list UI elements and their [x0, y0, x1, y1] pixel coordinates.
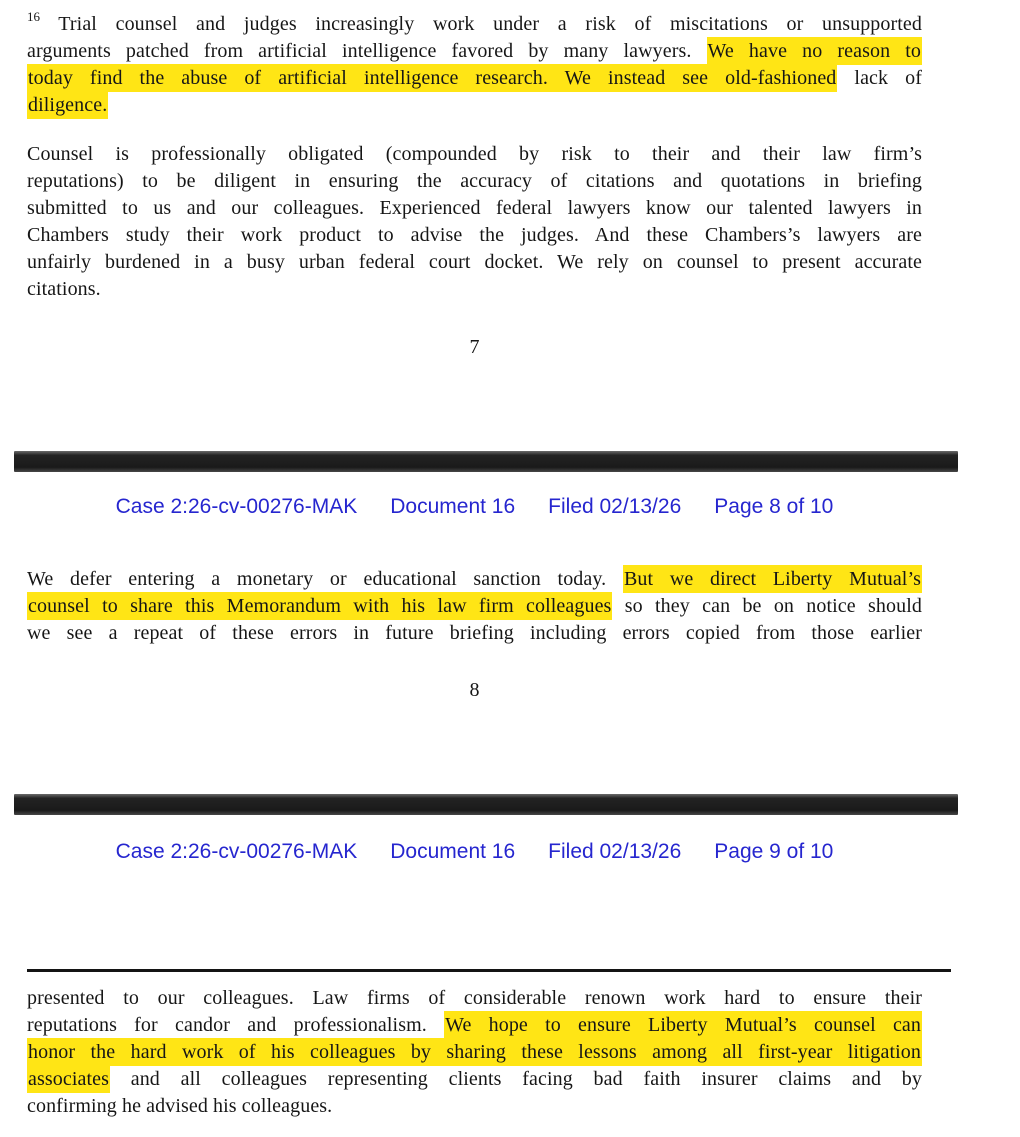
closing-paragraph: [27, 985, 922, 1120]
body-text: citations.: [27, 278, 101, 300]
text-line: [27, 92, 922, 119]
text-line: [27, 168, 922, 195]
text-line: [27, 620, 922, 647]
highlighted-text: counsel to share this Memorandum with his law firm colleagues: [27, 592, 612, 620]
body-text: Chambers study their work product to advise the judges. And these Chambers’s lawyers are: [27, 224, 922, 246]
text-line: [27, 1039, 922, 1066]
body-text: unfairly burdened in a busy urban federal court docket. We rely on counsel to present accurate: [27, 251, 922, 273]
highlighted-text: We have no reason to: [707, 37, 922, 65]
body-text: reputations for candor and professionalism.: [27, 1014, 445, 1036]
text-line: [27, 1093, 922, 1120]
text-line: [27, 38, 922, 65]
case-header-page-8: [27, 494, 922, 519]
sanction-deferral-paragraph: [27, 566, 922, 647]
filed-date-label: Filed 02/13/26: [548, 495, 682, 518]
highlighted-text: But we direct Liberty Mutual’s: [623, 565, 922, 593]
body-text: reputations) to be diligent in ensuring the accuracy of citations and quotations in briefing: [27, 170, 922, 192]
page-separator-bar-2: [14, 794, 958, 815]
text-line: [27, 222, 922, 249]
body-text: We defer entering a monetary or educational sanction today.: [27, 568, 623, 590]
body-text: lack of: [837, 67, 923, 89]
text-line: [27, 249, 922, 276]
document-content: [27, 11, 922, 1120]
body-text: and all colleagues representing clients facing bad faith insurer claims and by: [109, 1068, 922, 1090]
case-number-label: Case 2:26-cv-00276-MAK: [115, 840, 358, 863]
body-text: Trial counsel and judges increasingly work under a risk of miscitations or unsupported: [40, 13, 922, 35]
pdf-document-page: [0, 11, 1020, 1137]
text-line: [27, 195, 922, 222]
body-text: submitted to us and our colleagues. Experienced federal lawyers know our talented lawyers in: [27, 197, 922, 219]
footnote-separator-rule: [27, 969, 951, 972]
text-line: [27, 1012, 922, 1039]
body-text: arguments patched from artificial intelligence favored by many lawyers.: [27, 40, 707, 62]
text-line: [27, 11, 922, 38]
page-separator-bar-1: [14, 451, 958, 472]
body-text: presented to our colleagues. Law firms of considerable renown work hard to ensure their: [27, 987, 922, 1009]
text-line: [27, 566, 922, 593]
document-number-label: Document 16: [390, 840, 516, 863]
body-text: so they can be on notice should: [612, 595, 922, 617]
text-line: [27, 276, 922, 303]
case-header-page-9: [27, 839, 922, 864]
footnote-16-paragraph: [27, 11, 922, 119]
text-line: [27, 593, 922, 620]
page-count-label: Page 9 of 10: [714, 840, 834, 863]
text-line: [27, 985, 922, 1012]
highlighted-text: today find the abuse of artificial intelligence research. We instead see old-fashioned: [27, 64, 837, 92]
case-number-label: Case 2:26-cv-00276-MAK: [115, 495, 358, 518]
body-text: confirming he advised his colleagues.: [27, 1095, 333, 1117]
text-line: [27, 65, 922, 92]
filed-date-label: Filed 02/13/26: [548, 840, 682, 863]
highlighted-text: associates: [27, 1065, 110, 1093]
body-text: we see a repeat of these errors in future briefing including errors copied from those earlier: [27, 622, 922, 644]
highlighted-text: honor the hard work of his colleagues by sharing these lessons among all first-year litigation: [27, 1038, 922, 1066]
highlighted-text: We hope to ensure Liberty Mutual’s counsel can: [444, 1011, 922, 1039]
footnote-number-superscript: 16: [27, 9, 40, 25]
body-text: Counsel is professionally obligated (compounded by risk to their and their law firm’s: [27, 143, 922, 165]
document-number-label: Document 16: [390, 495, 516, 518]
counsel-obligation-paragraph: [27, 141, 922, 303]
text-line: [27, 141, 922, 168]
highlighted-text: diligence.: [27, 91, 108, 119]
page-number-7: 7: [469, 336, 480, 358]
text-line: [27, 1066, 922, 1093]
page-count-label: Page 8 of 10: [714, 495, 834, 518]
page-number-8: 8: [469, 679, 480, 701]
